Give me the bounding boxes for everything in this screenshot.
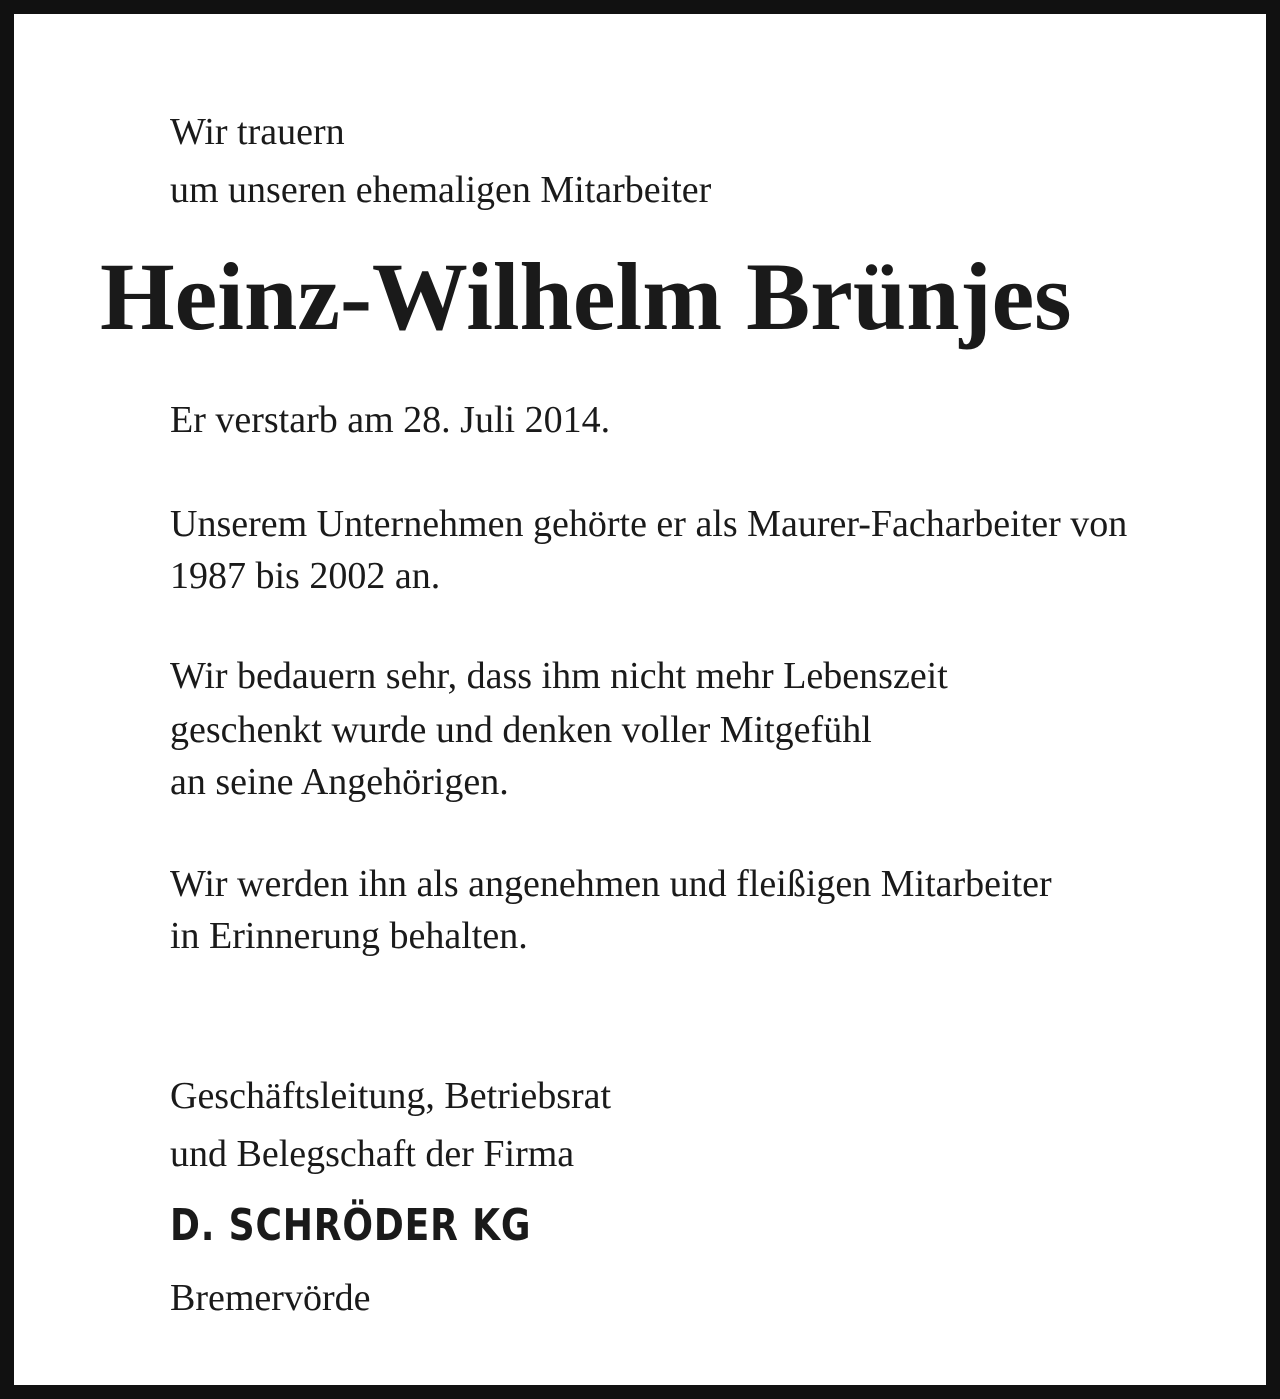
company-location: Bremervörde [170, 1277, 371, 1319]
signature-line-1: Geschäftsleitung, Betriebsrat [170, 1075, 612, 1117]
death-statement: Er verstarb am 28. Juli 2014. [170, 399, 611, 441]
condolence-line-2: geschenkt wurde und denken voller Mitgefühl [170, 709, 872, 751]
remembrance-line-1: Wir werden ihn als angenehmen und fleißigen Mitarbeiter [170, 863, 1052, 905]
remembrance-line-2: in Erinnerung behalten. [170, 915, 528, 957]
intro-line-1: Wir trauern [170, 111, 345, 153]
deceased-name: Heinz-Wilhelm Brünjes [100, 243, 1072, 350]
condolence-line-3: an seine Angehörigen. [170, 761, 509, 803]
company-name: D. SCHRÖDER KG [170, 1200, 532, 1251]
intro-line-2: um unseren ehemaligen Mitarbeiter [170, 169, 712, 211]
employment-line-1: Unserem Unternehmen gehörte er als Maurer-Facharbeiter von [170, 503, 1128, 545]
signature-line-2: und Belegschaft der Firma [170, 1133, 575, 1175]
employment-line-2: 1987 bis 2002 an. [170, 555, 441, 597]
condolence-line-1: Wir bedauern sehr, dass ihm nicht mehr Lebenszeit [170, 655, 948, 697]
